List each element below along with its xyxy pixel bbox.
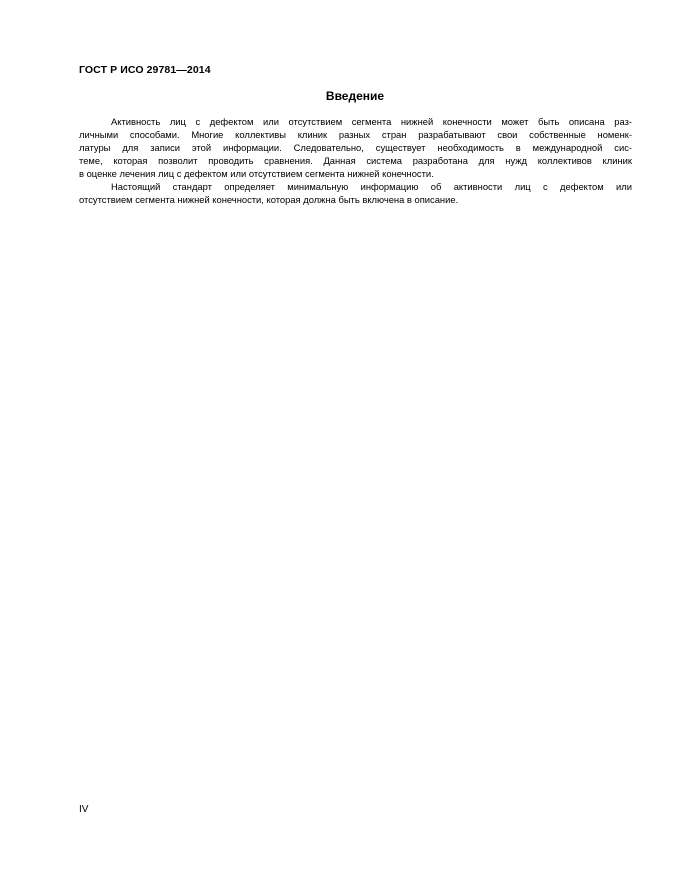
- paragraph: [79, 115, 632, 180]
- paragraph: [79, 180, 632, 206]
- paragraph-line: в оценке лечения лиц с дефектом или отсутствием сегмента нижней конечности.: [79, 168, 434, 179]
- paragraph-line: латуры для записи этой информации. Следовательно, существует необходимость в международной сис-: [79, 142, 632, 153]
- paragraph-line: Настоящий стандарт определяет минимальную информацию об активности лиц с дефектом или: [111, 181, 632, 192]
- paragraph-line: теме, которая позволит проводить сравнения. Данная система разработана для нужд коллективов клиник: [79, 155, 632, 166]
- page-number: IV: [79, 804, 89, 815]
- document-number-header: ГОСТ Р ИСО 29781—2014: [79, 64, 211, 76]
- section-title: Введение: [325, 89, 385, 103]
- paragraph-line: Активность лиц с дефектом или отсутствием сегмента нижней конечности может быть описана раз-: [111, 116, 632, 127]
- body-text: [79, 115, 632, 206]
- paragraph-line: отсутствием сегмента нижней конечности, которая должна быть включена в описание.: [79, 194, 459, 205]
- paragraph-line: личными способами. Многие коллективы клиник разных стран разрабатывают свои собственные номенк-: [79, 129, 632, 140]
